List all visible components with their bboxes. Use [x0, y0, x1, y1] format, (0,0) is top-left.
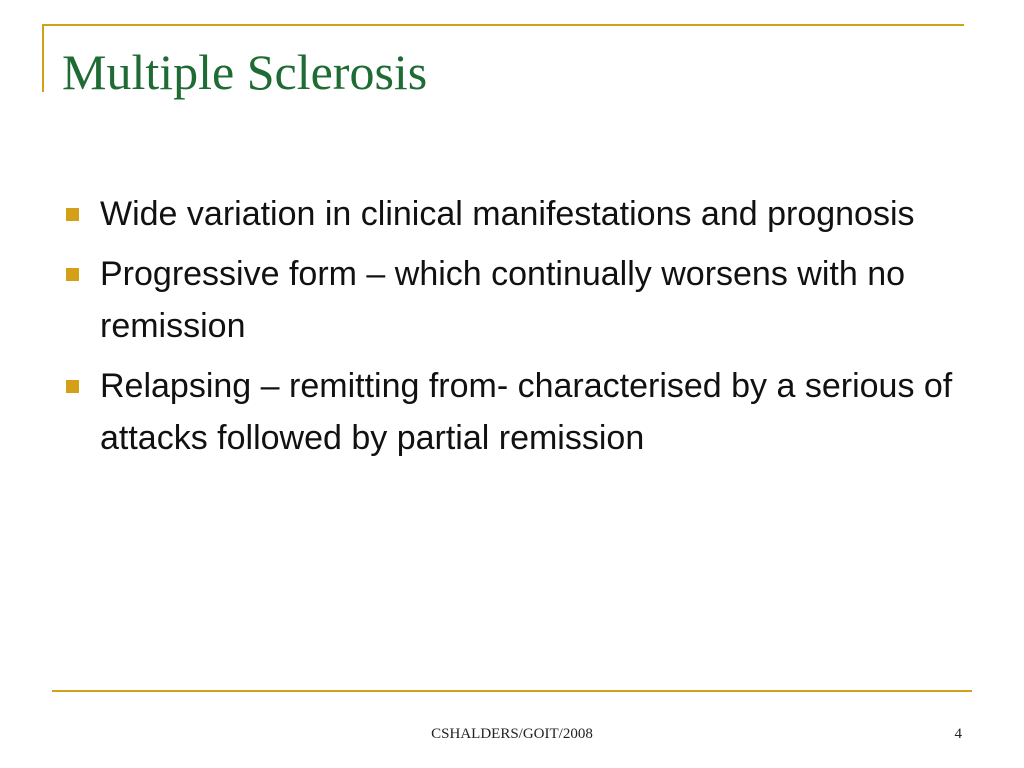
bullet-item — [62, 360, 982, 464]
title-accent-vertical-rule — [42, 24, 44, 92]
square-bullet-icon — [66, 268, 79, 281]
footer-text: CSHALDERS/GOIT/2008 — [431, 726, 593, 742]
square-bullet-icon — [66, 380, 79, 393]
bullet-item — [62, 248, 982, 352]
footer-divider — [52, 690, 972, 692]
slide-title: Multiple Sclerosis — [62, 44, 428, 100]
bullet-text: Progressive form – which continually worsens with no remission — [100, 255, 906, 345]
bullet-text: Relapsing – remitting from- characterised by a serious of attacks followed by partial remission — [100, 367, 953, 457]
page-number: 4 — [954, 726, 962, 742]
square-bullet-icon — [66, 208, 79, 221]
bullet-text: Wide variation in clinical manifestations and prognosis — [100, 195, 915, 233]
bullet-list — [62, 188, 982, 472]
title-accent-horizontal-rule — [42, 24, 964, 26]
bullet-item — [62, 188, 982, 240]
